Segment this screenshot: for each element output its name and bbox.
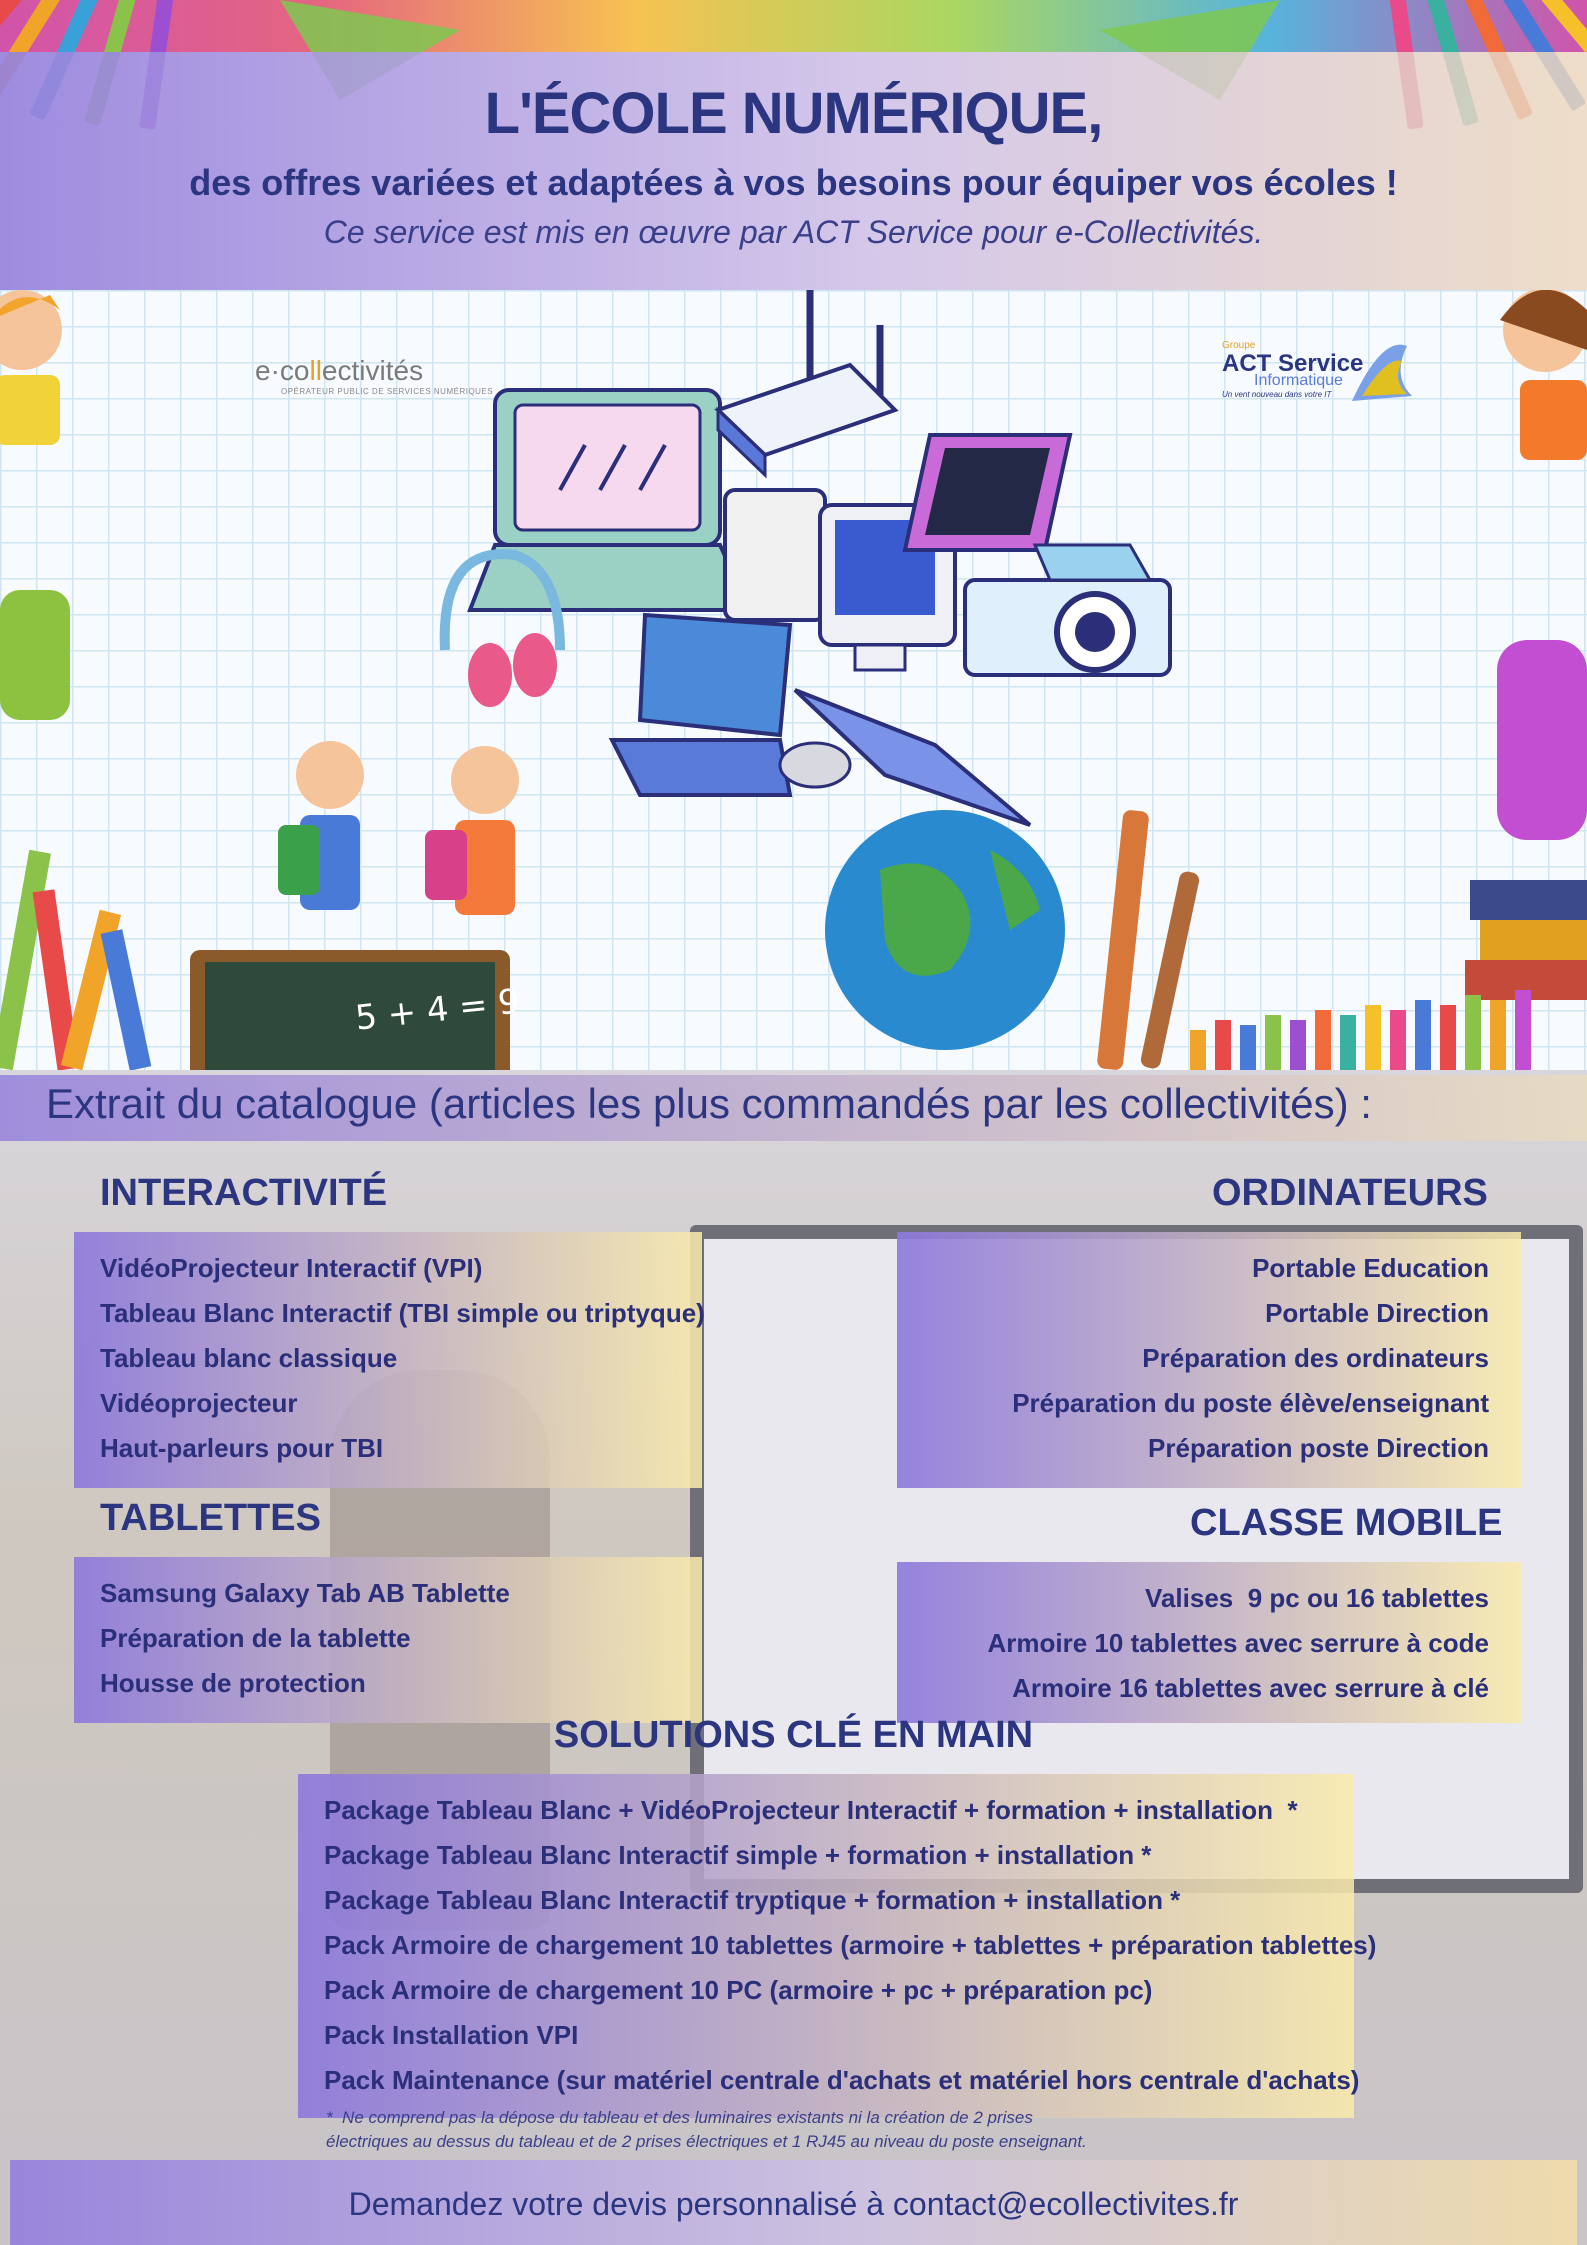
list-item: Armoire 10 tablettes avec serrure à code (987, 1628, 1489, 1658)
mouse-icon (780, 743, 850, 787)
list-item: Pack Maintenance (sur matériel centrale d'achats et matériel hors centrale d'achats) (324, 2065, 1360, 2095)
page-subtitle: des offres variées et adaptées à vos besoins pour équiper vos écoles ! (189, 162, 1398, 203)
section-title-tablettes: TABLETTES (100, 1497, 321, 1539)
ecollectivites-logo-part: e·co (255, 355, 310, 386)
list-item: Haut-parleurs pour TBI (100, 1433, 384, 1463)
list-item: Tableau Blanc Interactif (TBI simple ou triptyque) (100, 1298, 705, 1328)
ecollectivites-logo-tagline: OPÉRATEUR PUBLIC DE SERVICES NUMÉRIQUES (281, 387, 494, 396)
tablettes-list (74, 1557, 702, 1723)
list-item: Pack Installation VPI (324, 2020, 579, 2050)
contact-call-to-action: Demandez votre devis personnalisé à contact@ecollectivites.fr (348, 2186, 1239, 2222)
act-service-logo (1222, 336, 1412, 406)
list-item: Préparation poste Direction (1148, 1433, 1489, 1463)
children-walking-icon (278, 741, 519, 915)
list-item: Housse de protection (100, 1668, 366, 1698)
schoolbag-left-icon (0, 590, 70, 720)
list-item: Pack Armoire de chargement 10 tablettes (armoire + tablettes + préparation tablettes) (324, 1930, 1377, 1960)
school-illustration (0, 290, 1587, 1070)
list-item: Package Tableau Blanc Interactif tryptique + formation + installation * (324, 1885, 1181, 1915)
router-icon (718, 290, 895, 475)
service-statement: Ce service est mis en œuvre par ACT Service pour e-Collectivités. (323, 214, 1264, 250)
projector-icon (965, 545, 1170, 675)
ecollectivites-logo-accent: ll (309, 355, 322, 386)
child-right-icon (1500, 290, 1587, 460)
list-item: Tableau blanc classique (100, 1343, 398, 1373)
act-logo-sub: Informatique (1254, 372, 1343, 389)
section-title-classe-mobile: CLASSE MOBILE (1190, 1502, 1503, 1544)
act-logo-brand: ACT Service (1222, 350, 1364, 377)
list-item: Préparation du poste élève/enseignant (1012, 1388, 1489, 1418)
catalog-title: Extrait du catalogue (articles les plus commandés par les collectivités) : (46, 1080, 1372, 1127)
footnote (326, 2106, 1226, 2154)
small-laptop-icon (612, 615, 790, 795)
child-left-icon (0, 290, 62, 445)
laptop-icon (470, 390, 750, 610)
list-item: Armoire 16 tablettes avec serrure à clé (1012, 1673, 1489, 1703)
ecollectivites-logo-part: ectivités (321, 355, 424, 386)
crayons-icon (1190, 990, 1531, 1070)
sail-icon (1352, 336, 1412, 406)
interactivite-list (74, 1232, 705, 1488)
blackboard-equation: 5 + 4 = 9 (353, 981, 522, 1039)
footnote-line: électriques au dessus du tableau et de 2 prises électriques et 1 RJ45 au niveau du poste enseignant. (326, 2132, 1087, 2151)
act-logo-group: Groupe (1222, 340, 1256, 351)
solutions-list (298, 1774, 1377, 2118)
books-icon (1465, 880, 1587, 1000)
classe-mobile-list (897, 1562, 1521, 1723)
globe-icon (825, 810, 1065, 1050)
list-item: Préparation des ordinateurs (1142, 1343, 1489, 1373)
section-title-interactivite: INTERACTIVITÉ (100, 1172, 388, 1214)
list-item: Samsung Galaxy Tab AB Tablette (100, 1578, 510, 1608)
list-item: Package Tableau Blanc + VidéoProjecteur Interactif + formation + installation * (324, 1795, 1298, 1825)
list-item: Valises 9 pc ou 16 tablettes (1145, 1583, 1489, 1613)
list-item: Portable Direction (1265, 1298, 1489, 1328)
list-item: Vidéoprojecteur (100, 1388, 298, 1418)
section-title-ordinateurs: ORDINATEURS (1212, 1172, 1488, 1214)
list-item: Préparation de la tablette (100, 1623, 411, 1653)
pencil-pot-icon (0, 850, 151, 1070)
page-title: L'ÉCOLE NUMÉRIQUE, (484, 81, 1103, 146)
list-item: VidéoProjecteur Interactif (VPI) (100, 1253, 483, 1283)
illustration-drawing (0, 290, 1587, 1070)
ecollectivites-logo (255, 355, 493, 396)
footnote-line: * Ne comprend pas la dépose du tableau et des luminaires existants ni la création de 2 prises (326, 2108, 1033, 2127)
list-item: Package Tableau Blanc Interactif simple + formation + installation * (324, 1840, 1152, 1870)
ordinateurs-list (897, 1232, 1521, 1488)
section-title-solutions: SOLUTIONS CLÉ EN MAIN (553, 1714, 1034, 1756)
paintbrush-icon (1096, 809, 1149, 1070)
schoolbag-right-icon (1497, 640, 1587, 840)
list-item: Portable Education (1252, 1253, 1489, 1283)
act-logo-tagline: Un vent nouveau dans votre IT (1222, 390, 1332, 399)
tablet-icon (905, 435, 1070, 550)
list-item: Pack Armoire de chargement 10 PC (armoire + pc + préparation pc) (324, 1975, 1153, 2005)
computer-tower-icon (725, 490, 825, 620)
